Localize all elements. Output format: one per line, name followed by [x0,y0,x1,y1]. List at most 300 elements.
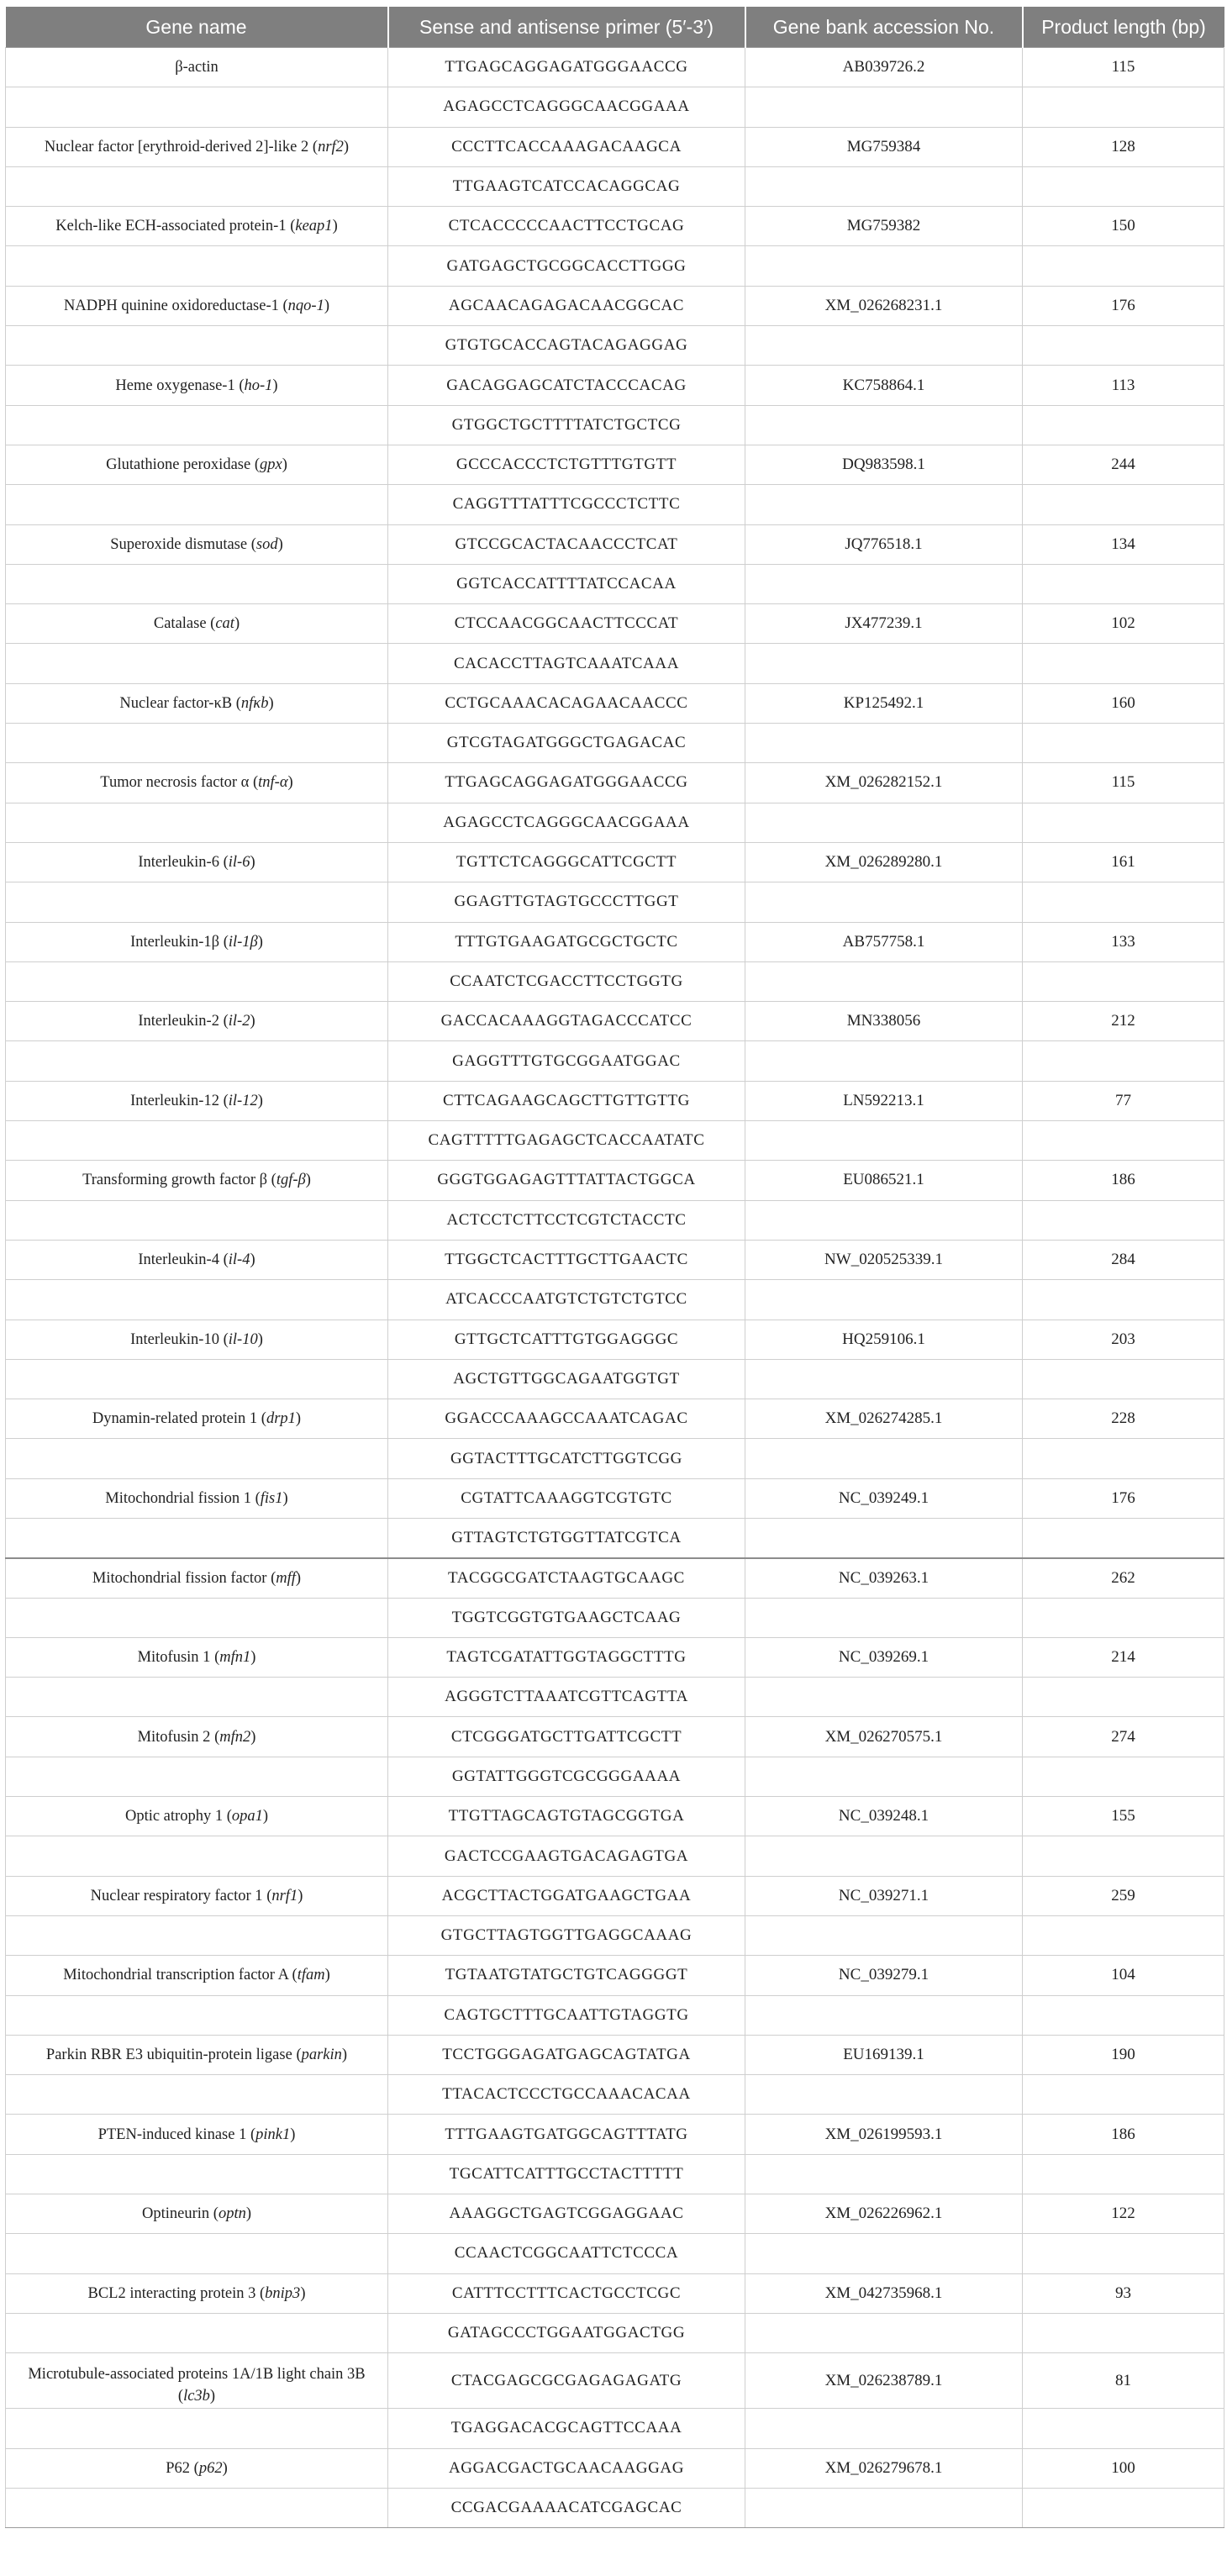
accession-number: EU169139.1 [745,2035,1023,2074]
gene-name-cell: Catalase (cat) [6,604,388,644]
gene-name: Mitofusin 2 [137,1728,211,1746]
empty-cell [745,564,1023,603]
empty-cell [745,485,1023,524]
product-length: 77 [1023,1081,1224,1120]
sense-primer: TTGTTAGCAGTGTAGCGGTGA [388,1797,745,1836]
table-row [6,1081,1224,1120]
gene-name: PTEN-induced kinase 1 [97,2126,247,2143]
gene-abbreviation: fis1 [260,1489,283,1507]
table-row [6,1439,1224,1478]
sense-primer: CTACGAGCGCGAGAGAGATG [388,2353,745,2409]
gene-abbreviation: optn [218,2205,246,2223]
gene-name-cell: Interleukin-4 (il-4) [6,1240,388,1279]
sense-primer: CTTCAGAAGCAGCTTGTTGTTG [388,1081,745,1120]
empty-cell [1023,2234,1224,2273]
gene-name: Mitochondrial fission factor [92,1569,267,1587]
gene-name: Optineurin [141,2205,210,2223]
gene-name-cell: Nuclear factor-κB (nfκb) [6,683,388,723]
gene-name-cell [6,48,388,87]
empty-cell [745,2234,1023,2273]
empty-cell [6,1200,388,1240]
antisense-primer: CAGTTTTTGAGAGCTCACCAATATC [388,1121,745,1161]
gene-name: Parkin RBR E3 ubiquitin-protein ligase [45,2046,292,2063]
gene-abbreviation: il-1β [228,933,258,951]
table-row [6,1678,1224,1717]
antisense-primer: GGAGTTGTAGTGCCCTTGGT [388,882,745,922]
sense-primer: TTGGCTCACTTTGCTTGAACTC [388,1240,745,1279]
antisense-primer: CACACCTTAGTCAAATCAAA [388,644,745,683]
accession-number: MG759382 [745,207,1023,246]
empty-cell [1023,1836,1224,1876]
gene-name: Interleukin-4 [138,1251,219,1269]
gene-name: Heme oxygenase-1 [115,377,235,394]
empty-cell [1023,644,1224,683]
gene-name: Mitofusin 1 [137,1649,211,1667]
sense-primer: GGACCCAAAGCCAAATCAGAC [388,1399,745,1439]
empty-cell [745,882,1023,922]
empty-cell [1023,1439,1224,1478]
gene-name-cell: Optineurin (optn) [6,2194,388,2234]
table-row [6,2154,1224,2194]
header-primer: Sense and antisense primer (5′-3′) [388,7,745,48]
table-row [6,1002,1224,1041]
gene-name: Mitochondrial transcription factor A [63,1967,288,1984]
sense-primer: TTGAGCAGGAGATGGGAACCG [388,763,745,803]
accession-number: AB757758.1 [745,922,1023,961]
empty-cell [1023,485,1224,524]
antisense-primer: AGGGTCTTAAATCGTTCAGTTA [388,1678,745,1717]
accession-number: XM_026289280.1 [745,842,1023,882]
gene-name-cell: Interleukin-10 (il-10) [6,1320,388,1359]
table-row [6,2488,1224,2527]
gene-abbreviation: il-10 [228,1330,258,1348]
empty-cell [745,1200,1023,1240]
accession-number: MN338056 [745,1002,1023,1041]
gene-name: Microtubule-associated proteins 1A/1B light chain 3B [28,2366,366,2384]
accession-number: LN592213.1 [745,1081,1023,1120]
table-row [6,2035,1224,2074]
gene-abbreviation: keap1 [295,218,333,235]
gene-name: Catalase [153,615,207,633]
gene-abbreviation: tfam [297,1967,325,1984]
empty-cell [6,2313,388,2352]
antisense-primer: CCAACTCGGCAATTCTCCCA [388,2234,745,2273]
empty-cell [745,1915,1023,1955]
accession-number: NC_039271.1 [745,1876,1023,1915]
table-row [6,644,1224,683]
empty-cell [6,1439,388,1478]
table-row [6,1558,1224,1598]
product-length: 134 [1023,524,1224,564]
gene-name-cell: Mitochondrial fission 1 (fis1) [6,1478,388,1518]
product-length: 212 [1023,1002,1224,1041]
table-row [6,1041,1224,1081]
accession-number: DQ983598.1 [745,445,1023,484]
accession-number: XM_026270575.1 [745,1717,1023,1757]
gene-name-cell: Superoxide dismutase (sod) [6,524,388,564]
gene-name: Transforming growth factor β [82,1172,268,1189]
gene-abbreviation: mfn1 [219,1649,251,1667]
empty-cell [1023,246,1224,286]
antisense-primer: AGAGCCTCAGGGCAACGGAAA [388,87,745,127]
gene-name-cell: Interleukin-12 (il-12) [6,1081,388,1120]
table-row [6,683,1224,723]
product-length: 228 [1023,1399,1224,1439]
accession-number: NC_039269.1 [745,1637,1023,1677]
product-length: 203 [1023,1320,1224,1359]
empty-cell [745,2075,1023,2115]
accession-number: KP125492.1 [745,683,1023,723]
empty-cell [745,961,1023,1001]
empty-cell [6,2488,388,2527]
gene-abbreviation: opa1 [231,1808,263,1825]
gene-name: Nuclear factor [erythroid-derived 2]-like 2 [44,138,309,155]
empty-cell [745,1518,1023,1557]
empty-cell [1023,1041,1224,1081]
table-row [6,763,1224,803]
empty-cell [1023,166,1224,206]
table-row [6,485,1224,524]
empty-cell [745,2313,1023,2352]
sense-primer: CTCCAACGGCAACTTCCCAT [388,604,745,644]
empty-cell [1023,2488,1224,2527]
table-row [6,326,1224,366]
accession-number: NC_039263.1 [745,1558,1023,1598]
table-row [6,2409,1224,2448]
empty-cell [745,166,1023,206]
accession-number: JX477239.1 [745,604,1023,644]
table-row [6,1797,1224,1836]
table-row [6,1359,1224,1399]
gene-name-cell: Mitochondrial transcription factor A (tfam) [6,1956,388,1995]
antisense-primer: ATCACCCAATGTCTGTCTGTCC [388,1280,745,1320]
accession-number: XM_026199593.1 [745,2115,1023,2154]
antisense-primer: GACTCCGAAGTGACAGAGTGA [388,1836,745,1876]
empty-cell [6,803,388,842]
sense-primer: TACGGCGATCTAAGTGCAAGC [388,1558,745,1598]
empty-cell [745,1598,1023,1637]
gene-name: Interleukin-2 [138,1013,219,1030]
table-row [6,564,1224,603]
table-body [6,48,1224,2528]
sense-primer: GACCACAAAGGTAGACCCATCC [388,1002,745,1041]
table-row [6,2313,1224,2352]
gene-name-cell: Transforming growth factor β (tgf-β) [6,1161,388,1200]
gene-abbreviation: tgf-β [276,1172,306,1189]
product-length: 128 [1023,127,1224,166]
table-row [6,1240,1224,1279]
table-row [6,2353,1224,2409]
antisense-primer: GGTCACCATTTTATCCACAA [388,564,745,603]
gene-abbreviation: il-4 [228,1251,250,1269]
gene-name: Interleukin-6 [138,854,219,872]
sense-primer: AAAGGCTGAGTCGGAGGAAC [388,2194,745,2234]
empty-cell [1023,1121,1224,1161]
gene-name: Interleukin-10 [130,1330,219,1348]
product-length: 155 [1023,1797,1224,1836]
accession-number: XM_026279678.1 [745,2448,1023,2488]
empty-cell [6,405,388,445]
empty-cell [1023,1359,1224,1399]
antisense-primer: GGTATTGGGTCGCGGGAAAA [388,1757,745,1796]
empty-cell [745,87,1023,127]
gene-abbreviation: drp1 [266,1410,296,1428]
sense-primer: AGCAACAGAGACAACGGCAC [388,286,745,325]
empty-cell [745,724,1023,763]
empty-cell [6,1836,388,1876]
empty-cell [1023,2075,1224,2115]
antisense-primer: TGCATTCATTTGCCTACTTTTT [388,2154,745,2194]
gene-abbreviation: pink1 [255,2126,291,2143]
gene-name: Glutathione peroxidase [106,456,251,474]
gene-abbreviation: il-6 [228,854,250,872]
sense-primer: GGGTGGAGAGTTTATTACTGGCA [388,1161,745,1200]
accession-number: NC_039249.1 [745,1478,1023,1518]
sense-primer: AGGACGACTGCAACAAGGAG [388,2448,745,2488]
antisense-primer: ACTCCTCTTCCTCGTCTACCTC [388,1200,745,1240]
table-row [6,2448,1224,2488]
empty-cell [745,644,1023,683]
gene-name: BCL2 interacting protein 3 [87,2284,256,2302]
gene-name-cell: Parkin RBR E3 ubiquitin-protein ligase (parkin) [6,2035,388,2074]
table-row [6,842,1224,882]
product-length: 102 [1023,604,1224,644]
table-row [6,604,1224,644]
empty-cell [745,1439,1023,1478]
product-length: 133 [1023,922,1224,961]
sense-primer: GTTGCTCATTTGTGGAGGGC [388,1320,745,1359]
sense-primer: GACAGGAGCATCTACCCACAG [388,366,745,405]
empty-cell [745,1678,1023,1717]
gene-abbreviation: parkin [301,2046,342,2063]
product-length: 190 [1023,2035,1224,2074]
sense-primer: TGTAATGTATGCTGTCAGGGGT [388,1956,745,1995]
gene-name-cell: Kelch-like ECH-associated protein-1 (keap1) [6,207,388,246]
primer-table-container [5,7,1224,2528]
empty-cell [6,485,388,524]
gene-name-cell: Mitofusin 1 (mfn1) [6,1637,388,1677]
empty-cell [6,564,388,603]
sense-primer: TAGTCGATATTGGTAGGCTTTG [388,1637,745,1677]
empty-cell [745,1836,1023,1876]
table-row [6,1717,1224,1757]
gene-name-cell: Nuclear factor [erythroid-derived 2]-like 2 (nrf2) [6,127,388,166]
gene-name: NADPH quinine oxidoreductase-1 [63,297,279,314]
product-length: 104 [1023,1956,1224,1995]
empty-cell [745,1121,1023,1161]
antisense-primer: GTCGTAGATGGGCTGAGACAC [388,724,745,763]
empty-cell [6,2234,388,2273]
empty-cell [1023,1598,1224,1637]
antisense-primer: TGAGGACACGCAGTTCCAAA [388,2409,745,2448]
product-length: 259 [1023,1876,1224,1915]
empty-cell [6,644,388,683]
table-row [6,2115,1224,2154]
sense-primer: TTGAGCAGGAGATGGGAACCG [388,48,745,87]
empty-cell [745,803,1023,842]
table-row [6,48,1224,87]
empty-cell [6,2075,388,2115]
empty-cell [1023,1200,1224,1240]
table-header [6,7,1224,48]
gene-name-cell: Dynamin-related protein 1 (drp1) [6,1399,388,1439]
empty-cell [6,1041,388,1081]
sense-primer: CTCGGGATGCTTGATTCGCTT [388,1717,745,1757]
empty-cell [6,2154,388,2194]
antisense-primer: GTTAGTCTGTGGTTATCGTCA [388,1518,745,1557]
empty-cell [745,1359,1023,1399]
gene-name-cell: BCL2 interacting protein 3 (bnip3) [6,2273,388,2313]
gene-abbreviation: nrf2 [318,138,344,155]
header-accession: Gene bank accession No. [745,7,1023,48]
accession-number: MG759384 [745,127,1023,166]
product-length: 93 [1023,2273,1224,2313]
empty-cell [6,1359,388,1399]
empty-cell [745,1757,1023,1796]
table-row [6,724,1224,763]
table-row [6,1161,1224,1200]
accession-number: XM_026226962.1 [745,2194,1023,2234]
table-row [6,366,1224,405]
header-product-length: Product length (bp) [1023,7,1224,48]
sense-primer: CTCACCCCCAACTTCCTGCAG [388,207,745,246]
table-row [6,803,1224,842]
accession-number: XM_026268231.1 [745,286,1023,325]
empty-cell [1023,724,1224,763]
empty-cell [745,405,1023,445]
antisense-primer: GTGGCTGCTTTTATCTGCTCG [388,405,745,445]
empty-cell [1023,1518,1224,1557]
empty-cell [745,326,1023,366]
table-row [6,207,1224,246]
empty-cell [1023,2154,1224,2194]
table-row [6,2234,1224,2273]
gene-name: Interleukin-12 [130,1092,219,1109]
sense-primer: GTCCGCACTACAACCCTCAT [388,524,745,564]
product-length: 122 [1023,2194,1224,2234]
antisense-primer: GGTACTTTGCATCTTGGTCGG [388,1439,745,1478]
accession-number: XM_026274285.1 [745,1399,1023,1439]
sense-primer: GCCCACCCTCTGTTTGTGTT [388,445,745,484]
gene-abbreviation: sod [255,535,278,553]
gene-name-cell: Mitofusin 2 (mfn2) [6,1717,388,1757]
accession-number: NW_020525339.1 [745,1240,1023,1279]
gene-abbreviation: il-2 [228,1013,250,1030]
accession-number: AB039726.2 [745,48,1023,87]
empty-cell [1023,1995,1224,2035]
sense-primer: ACGCTTACTGGATGAAGCTGAA [388,1876,745,1915]
empty-cell [6,1678,388,1717]
gene-abbreviation: ho-1 [244,377,273,394]
product-length: 150 [1023,207,1224,246]
empty-cell [1023,326,1224,366]
gene-abbreviation: il-12 [228,1092,258,1109]
table-row [6,922,1224,961]
table-row [6,1478,1224,1518]
product-length: 100 [1023,2448,1224,2488]
table-row [6,1399,1224,1439]
primer-table [5,7,1224,2528]
gene-name-cell: Glutathione peroxidase (gpx) [6,445,388,484]
gene-name-cell: Tumor necrosis factor α (tnf-α) [6,763,388,803]
gene-abbreviation: cat [215,615,234,633]
gene-name: Mitochondrial fission 1 [105,1489,251,1507]
product-length: 81 [1023,2353,1224,2409]
gene-name-cell: Interleukin-6 (il-6) [6,842,388,882]
empty-cell [745,1995,1023,2035]
table-row [6,1915,1224,1955]
table-row [6,445,1224,484]
empty-cell [6,1995,388,2035]
empty-cell [6,2409,388,2448]
table-row [6,1637,1224,1677]
gene-name-cell: Nuclear respiratory factor 1 (nrf1) [6,1876,388,1915]
accession-number: NC_039279.1 [745,1956,1023,1995]
accession-number: KC758864.1 [745,366,1023,405]
empty-cell [6,1280,388,1320]
table-row [6,2075,1224,2115]
empty-cell [745,246,1023,286]
accession-number: NC_039248.1 [745,1797,1023,1836]
antisense-primer: AGAGCCTCAGGGCAACGGAAA [388,803,745,842]
empty-cell [1023,961,1224,1001]
empty-cell [745,2488,1023,2527]
gene-name-cell: PTEN-induced kinase 1 (pink1) [6,2115,388,2154]
product-length: 186 [1023,2115,1224,2154]
empty-cell [745,2409,1023,2448]
antisense-primer: CCAATCTCGACCTTCCTGGTG [388,961,745,1001]
antisense-primer: AGCTGTTGGCAGAATGGTGT [388,1359,745,1399]
empty-cell [6,961,388,1001]
gene-abbreviation: bnip3 [265,2284,301,2302]
table-row [6,286,1224,325]
product-length: 160 [1023,683,1224,723]
sense-primer: CCCTTCACCAAAGACAAGCA [388,127,745,166]
gene-abbreviation: p62 [198,2459,223,2477]
accession-number: JQ776518.1 [745,524,1023,564]
sense-primer: CCTGCAAACACAGAACAACCC [388,683,745,723]
table-row [6,882,1224,922]
gene-abbreviation: gpx [260,456,282,474]
sense-primer: TTTGAAGTGATGGCAGTTTATG [388,2115,745,2154]
gene-abbreviation: nfκb [240,694,269,712]
table-row [6,1836,1224,1876]
table-row [6,2194,1224,2234]
table-row [6,166,1224,206]
empty-cell [1023,2313,1224,2352]
gene-abbreviation: lc3b [183,2388,210,2405]
gene-name: Optic atrophy 1 [124,1808,224,1825]
accession-number: XM_042735968.1 [745,2273,1023,2313]
empty-cell [745,1041,1023,1081]
gene-name-cell: Interleukin-2 (il-2) [6,1002,388,1041]
product-length: 214 [1023,1637,1224,1677]
empty-cell [6,246,388,286]
empty-cell [6,724,388,763]
gene-abbreviation: nqo-1 [287,297,324,314]
table-row [6,961,1224,1001]
gene-abbreviation: mfn2 [219,1728,251,1746]
empty-cell [6,882,388,922]
table-row [6,1200,1224,1240]
antisense-primer: CCGACGAAAACATCGAGCAC [388,2488,745,2527]
sense-primer: TTTGTGAAGATGCGCTGCTC [388,922,745,961]
antisense-primer: GAGGTTTGTGCGGAATGGAC [388,1041,745,1081]
accession-number: XM_026282152.1 [745,763,1023,803]
table-row [6,1598,1224,1637]
table-row [6,1280,1224,1320]
empty-cell [1023,87,1224,127]
